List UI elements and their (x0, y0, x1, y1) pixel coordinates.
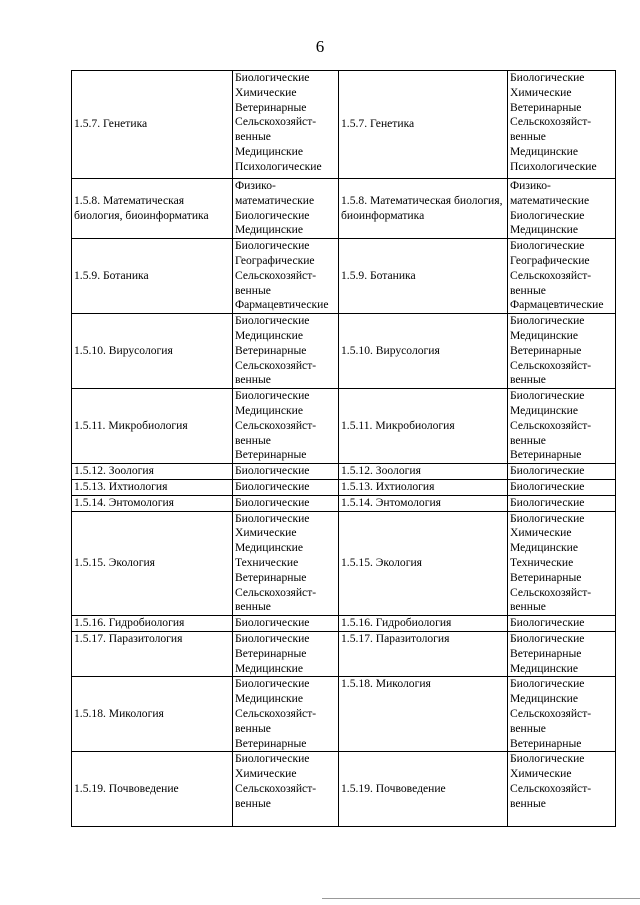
science-field: Биологические (235, 314, 310, 328)
science-field: Медицинские (235, 328, 303, 342)
science-field: Биологические (510, 208, 585, 222)
left-specialty-name: 1.5.10. Вирусология (72, 314, 233, 389)
science-field: венные (510, 283, 546, 297)
right-specialty-name: 1.5.13. Ихтиология (339, 479, 508, 495)
left-science-fields (233, 631, 339, 676)
right-science-fields (508, 179, 616, 239)
science-field: Ветеринарные (235, 343, 307, 357)
science-field: Медицинские (510, 223, 578, 237)
table-row (72, 752, 616, 827)
right-specialty-name: 1.5.12. Зоология (339, 464, 508, 480)
left-science-fields (233, 239, 339, 314)
science-field: Технические (510, 555, 574, 569)
science-field: Биологические (235, 752, 310, 766)
science-field: венные (510, 433, 546, 447)
science-field: Биологические (510, 314, 585, 328)
science-field: Медицинские (235, 403, 303, 417)
right-specialty-name: 1.5.11. Микробиология (339, 389, 508, 464)
left-science-fields (233, 511, 339, 616)
science-field: Медицинские (235, 144, 303, 158)
science-field: венные (510, 130, 546, 144)
science-field: Сельскохозяйст- (510, 115, 592, 129)
specialties-table (71, 70, 616, 827)
table-row (72, 71, 616, 179)
science-field: венные (235, 283, 271, 297)
science-field: Сельскохозяйст- (235, 358, 317, 372)
science-field: Медицинские (510, 403, 578, 417)
science-field: Медицинские (510, 661, 578, 675)
left-science-fields (233, 616, 339, 632)
left-science-fields (233, 389, 339, 464)
science-field: Сельскохозяйст- (235, 418, 317, 432)
right-specialty-name: 1.5.17. Паразитология (339, 631, 508, 676)
right-science-fields (508, 239, 616, 314)
table-row (72, 495, 616, 511)
science-field: Ветеринарные (510, 736, 582, 750)
science-field: Биологические (510, 495, 585, 509)
science-field: венные (235, 130, 271, 144)
science-field: Химические (510, 767, 572, 781)
science-field: Биологические (235, 616, 310, 630)
science-field: Технические (235, 555, 299, 569)
science-field: Психологические (510, 159, 597, 173)
science-field: Медицинские (235, 661, 303, 675)
science-field: Биологические (235, 389, 310, 403)
table-row (72, 314, 616, 389)
science-field: Биологические (235, 511, 310, 525)
science-field: Ветеринарные (510, 100, 582, 114)
science-field: Сельскохозяйст- (510, 781, 592, 795)
right-science-fields (508, 479, 616, 495)
science-field: Психологические (235, 159, 322, 173)
left-specialty-name: 1.5.14. Энтомология (72, 495, 233, 511)
science-field: Ветеринарные (510, 570, 582, 584)
left-specialty-name: 1.5.17. Паразитология (72, 631, 233, 676)
page-number: 6 (315, 37, 325, 56)
science-field: венные (510, 600, 546, 614)
science-field: Биологические (510, 71, 585, 84)
right-specialty-name: 1.5.10. Вирусология (339, 314, 508, 389)
table-row (72, 616, 616, 632)
science-field: Биологические (510, 752, 585, 766)
right-specialty-name: 1.5.18. Микология (339, 677, 508, 752)
science-field: Ветеринарные (235, 100, 307, 114)
right-science-fields (508, 631, 616, 676)
left-specialty-name: 1.5.7. Генетика (72, 71, 233, 179)
science-field: Химические (235, 526, 297, 540)
science-field: Сельскохозяйст- (235, 585, 317, 599)
science-field: Сельскохозяйст- (235, 268, 317, 282)
left-specialty-name: 1.5.15. Экология (72, 511, 233, 616)
table-row (72, 479, 616, 495)
science-field: Сельскохозяйст- (235, 706, 317, 720)
right-science-fields (508, 314, 616, 389)
left-science-fields (233, 314, 339, 389)
science-field: Медицинские (235, 223, 303, 237)
science-field: венные (235, 721, 271, 735)
left-specialty-name: 1.5.18. Микология (72, 677, 233, 752)
science-field: венные (235, 600, 271, 614)
science-field: венные (235, 433, 271, 447)
left-specialty-name: 1.5.13. Ихтиология (72, 479, 233, 495)
science-field: Ветеринарные (510, 343, 582, 357)
science-field: Биологические (235, 71, 310, 84)
science-field: Географические (235, 253, 315, 267)
science-field: Биологические (235, 495, 310, 509)
table-row (72, 631, 616, 676)
science-field: венные (510, 796, 546, 810)
right-science-fields (508, 616, 616, 632)
left-specialty-name: 1.5.19. Почвоведение (72, 752, 233, 827)
science-field: Биологические (510, 616, 585, 630)
right-science-fields (508, 389, 616, 464)
right-specialty-name: 1.5.7. Генетика (339, 71, 508, 179)
science-field: Сельскохозяйст- (510, 585, 592, 599)
table-row (72, 179, 616, 239)
science-field: Медицинские (510, 144, 578, 158)
science-field: Химические (510, 526, 572, 540)
right-specialty-name: 1.5.19. Почвоведение (339, 752, 508, 827)
right-specialty-name: 1.5.15. Экология (339, 511, 508, 616)
left-science-fields (233, 752, 339, 827)
science-field: Ветеринарные (510, 646, 582, 660)
science-field: Медицинские (510, 541, 578, 555)
science-field: Сельскохозяйст- (510, 358, 592, 372)
science-field: Географические (510, 253, 590, 267)
science-field: Биологические (235, 479, 310, 493)
science-field: Ветеринарные (235, 736, 307, 750)
science-field: Ветеринарные (510, 448, 582, 462)
right-specialty-name: 1.5.16. Гидробиология (339, 616, 508, 632)
right-science-fields (508, 677, 616, 752)
science-field: Сельскохозяйст- (510, 418, 592, 432)
left-specialty-name: 1.5.12. Зоология (72, 464, 233, 480)
science-field: Сельскохозяйст- (235, 781, 317, 795)
science-field: Ветеринарные (235, 646, 307, 660)
science-field: Физико- (510, 179, 551, 192)
science-field: Биологические (235, 239, 310, 253)
left-science-fields (233, 179, 339, 239)
right-science-fields (508, 511, 616, 616)
science-field: математические (235, 193, 315, 207)
left-science-fields (233, 71, 339, 179)
science-field: Биологические (510, 511, 585, 525)
left-science-fields (233, 495, 339, 511)
page-edge-line (322, 898, 640, 899)
science-field: Медицинские (510, 692, 578, 706)
science-field: Биологические (510, 389, 585, 403)
left-specialty-name: 1.5.8. Математическая биология, биоинформатика (72, 179, 233, 239)
left-specialty-name: 1.5.16. Гидробиология (72, 616, 233, 632)
science-field: Химические (510, 85, 572, 99)
science-field: Биологические (235, 631, 310, 645)
science-field: математические (510, 193, 590, 207)
science-field: Фармацевтические (510, 298, 604, 312)
right-science-fields (508, 464, 616, 480)
science-field: Химические (235, 767, 297, 781)
science-field: Физико- (235, 179, 276, 192)
science-field: Фармацевтические (235, 298, 329, 312)
right-science-fields (508, 71, 616, 179)
table-row (72, 511, 616, 616)
left-science-fields (233, 677, 339, 752)
science-field: Ветеринарные (235, 570, 307, 584)
science-field: Ветеринарные (235, 448, 307, 462)
left-science-fields (233, 479, 339, 495)
science-field: Сельскохозяйст- (235, 115, 317, 129)
science-field: Биологические (235, 464, 310, 478)
table-row (72, 464, 616, 480)
table-row (72, 239, 616, 314)
right-specialty-name: 1.5.8. Математическая биология, биоинформатика (339, 179, 508, 239)
left-specialty-name: 1.5.9. Ботаника (72, 239, 233, 314)
specialties-table-body (72, 71, 616, 827)
science-field: венные (510, 373, 546, 387)
science-field: Медицинские (235, 541, 303, 555)
right-specialty-name: 1.5.9. Ботаника (339, 239, 508, 314)
left-specialty-name: 1.5.11. Микробиология (72, 389, 233, 464)
right-science-fields (508, 752, 616, 827)
science-field: Сельскохозяйст- (510, 268, 592, 282)
science-field: Биологические (510, 677, 585, 691)
table-row (72, 677, 616, 752)
left-science-fields (233, 464, 339, 480)
science-field: Биологические (510, 631, 585, 645)
science-field: Биологические (510, 464, 585, 478)
right-science-fields (508, 495, 616, 511)
science-field: Биологические (235, 677, 310, 691)
science-field: венные (510, 721, 546, 735)
right-specialty-name: 1.5.14. Энтомология (339, 495, 508, 511)
table-row (72, 389, 616, 464)
science-field: венные (235, 373, 271, 387)
science-field: Медицинские (235, 692, 303, 706)
science-field: Медицинские (510, 328, 578, 342)
science-field: Биологические (510, 479, 585, 493)
science-field: Сельскохозяйст- (510, 706, 592, 720)
science-field: Биологические (235, 208, 310, 222)
science-field: Химические (235, 85, 297, 99)
science-field: венные (235, 796, 271, 810)
science-field: Биологические (510, 239, 585, 253)
